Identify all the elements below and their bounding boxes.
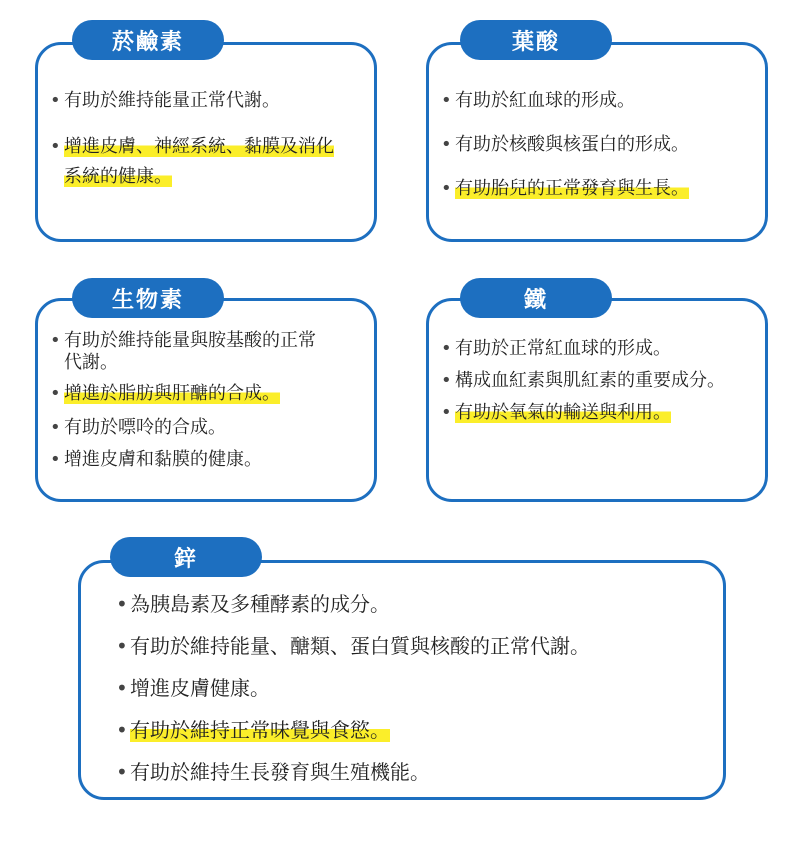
biotin-list: [50, 330, 350, 472]
niacin-list: [50, 88, 360, 192]
folate-list: [441, 88, 761, 202]
iron-list: [441, 336, 751, 426]
list-item: • 為胰島素及多種酵素的成分。: [116, 590, 716, 618]
iron-title: 鐵: [460, 278, 612, 318]
list-item: • 有助於嘌呤的合成。: [50, 416, 350, 440]
list-item: • 有助於氧氣的輸送與利用。: [441, 400, 751, 426]
list-item: • 有助於維持生長發育與生殖機能。: [116, 758, 716, 786]
list-item: • 有助於正常紅血球的形成。: [441, 336, 751, 362]
niacin-title: 菸鹼素: [72, 20, 224, 60]
list-item: • 增進皮膚、神經系統、黏膜及消化系統的健康。: [50, 132, 339, 192]
biotin-title: 生物素: [72, 278, 224, 318]
list-item: • 增進皮膚健康。: [116, 674, 716, 702]
zinc-title: 鋅: [110, 537, 262, 577]
list-item: • 增進皮膚和黏膜的健康。: [50, 448, 350, 472]
list-item: • 有助於維持能量、醣類、蛋白質與核酸的正常代謝。: [116, 632, 716, 660]
list-item: • 有助於維持能量正常代謝。: [50, 88, 360, 114]
list-item: • 有助於維持正常味覺與食慾。: [116, 716, 716, 744]
folate-title: 葉酸: [460, 20, 612, 60]
list-item: • 增進於脂肪與肝醣的合成。: [50, 382, 350, 406]
list-item: • 有助於維持能量與胺基酸的正常代謝。: [50, 330, 324, 374]
list-item: • 有助於紅血球的形成。: [441, 88, 761, 114]
zinc-list: [116, 590, 716, 786]
list-item: • 構成血紅素與肌紅素的重要成分。: [441, 366, 730, 396]
list-item: • 有助胎兒的正常發育與生長。: [441, 176, 761, 202]
list-item: • 有助於核酸與核蛋白的形成。: [441, 132, 761, 158]
